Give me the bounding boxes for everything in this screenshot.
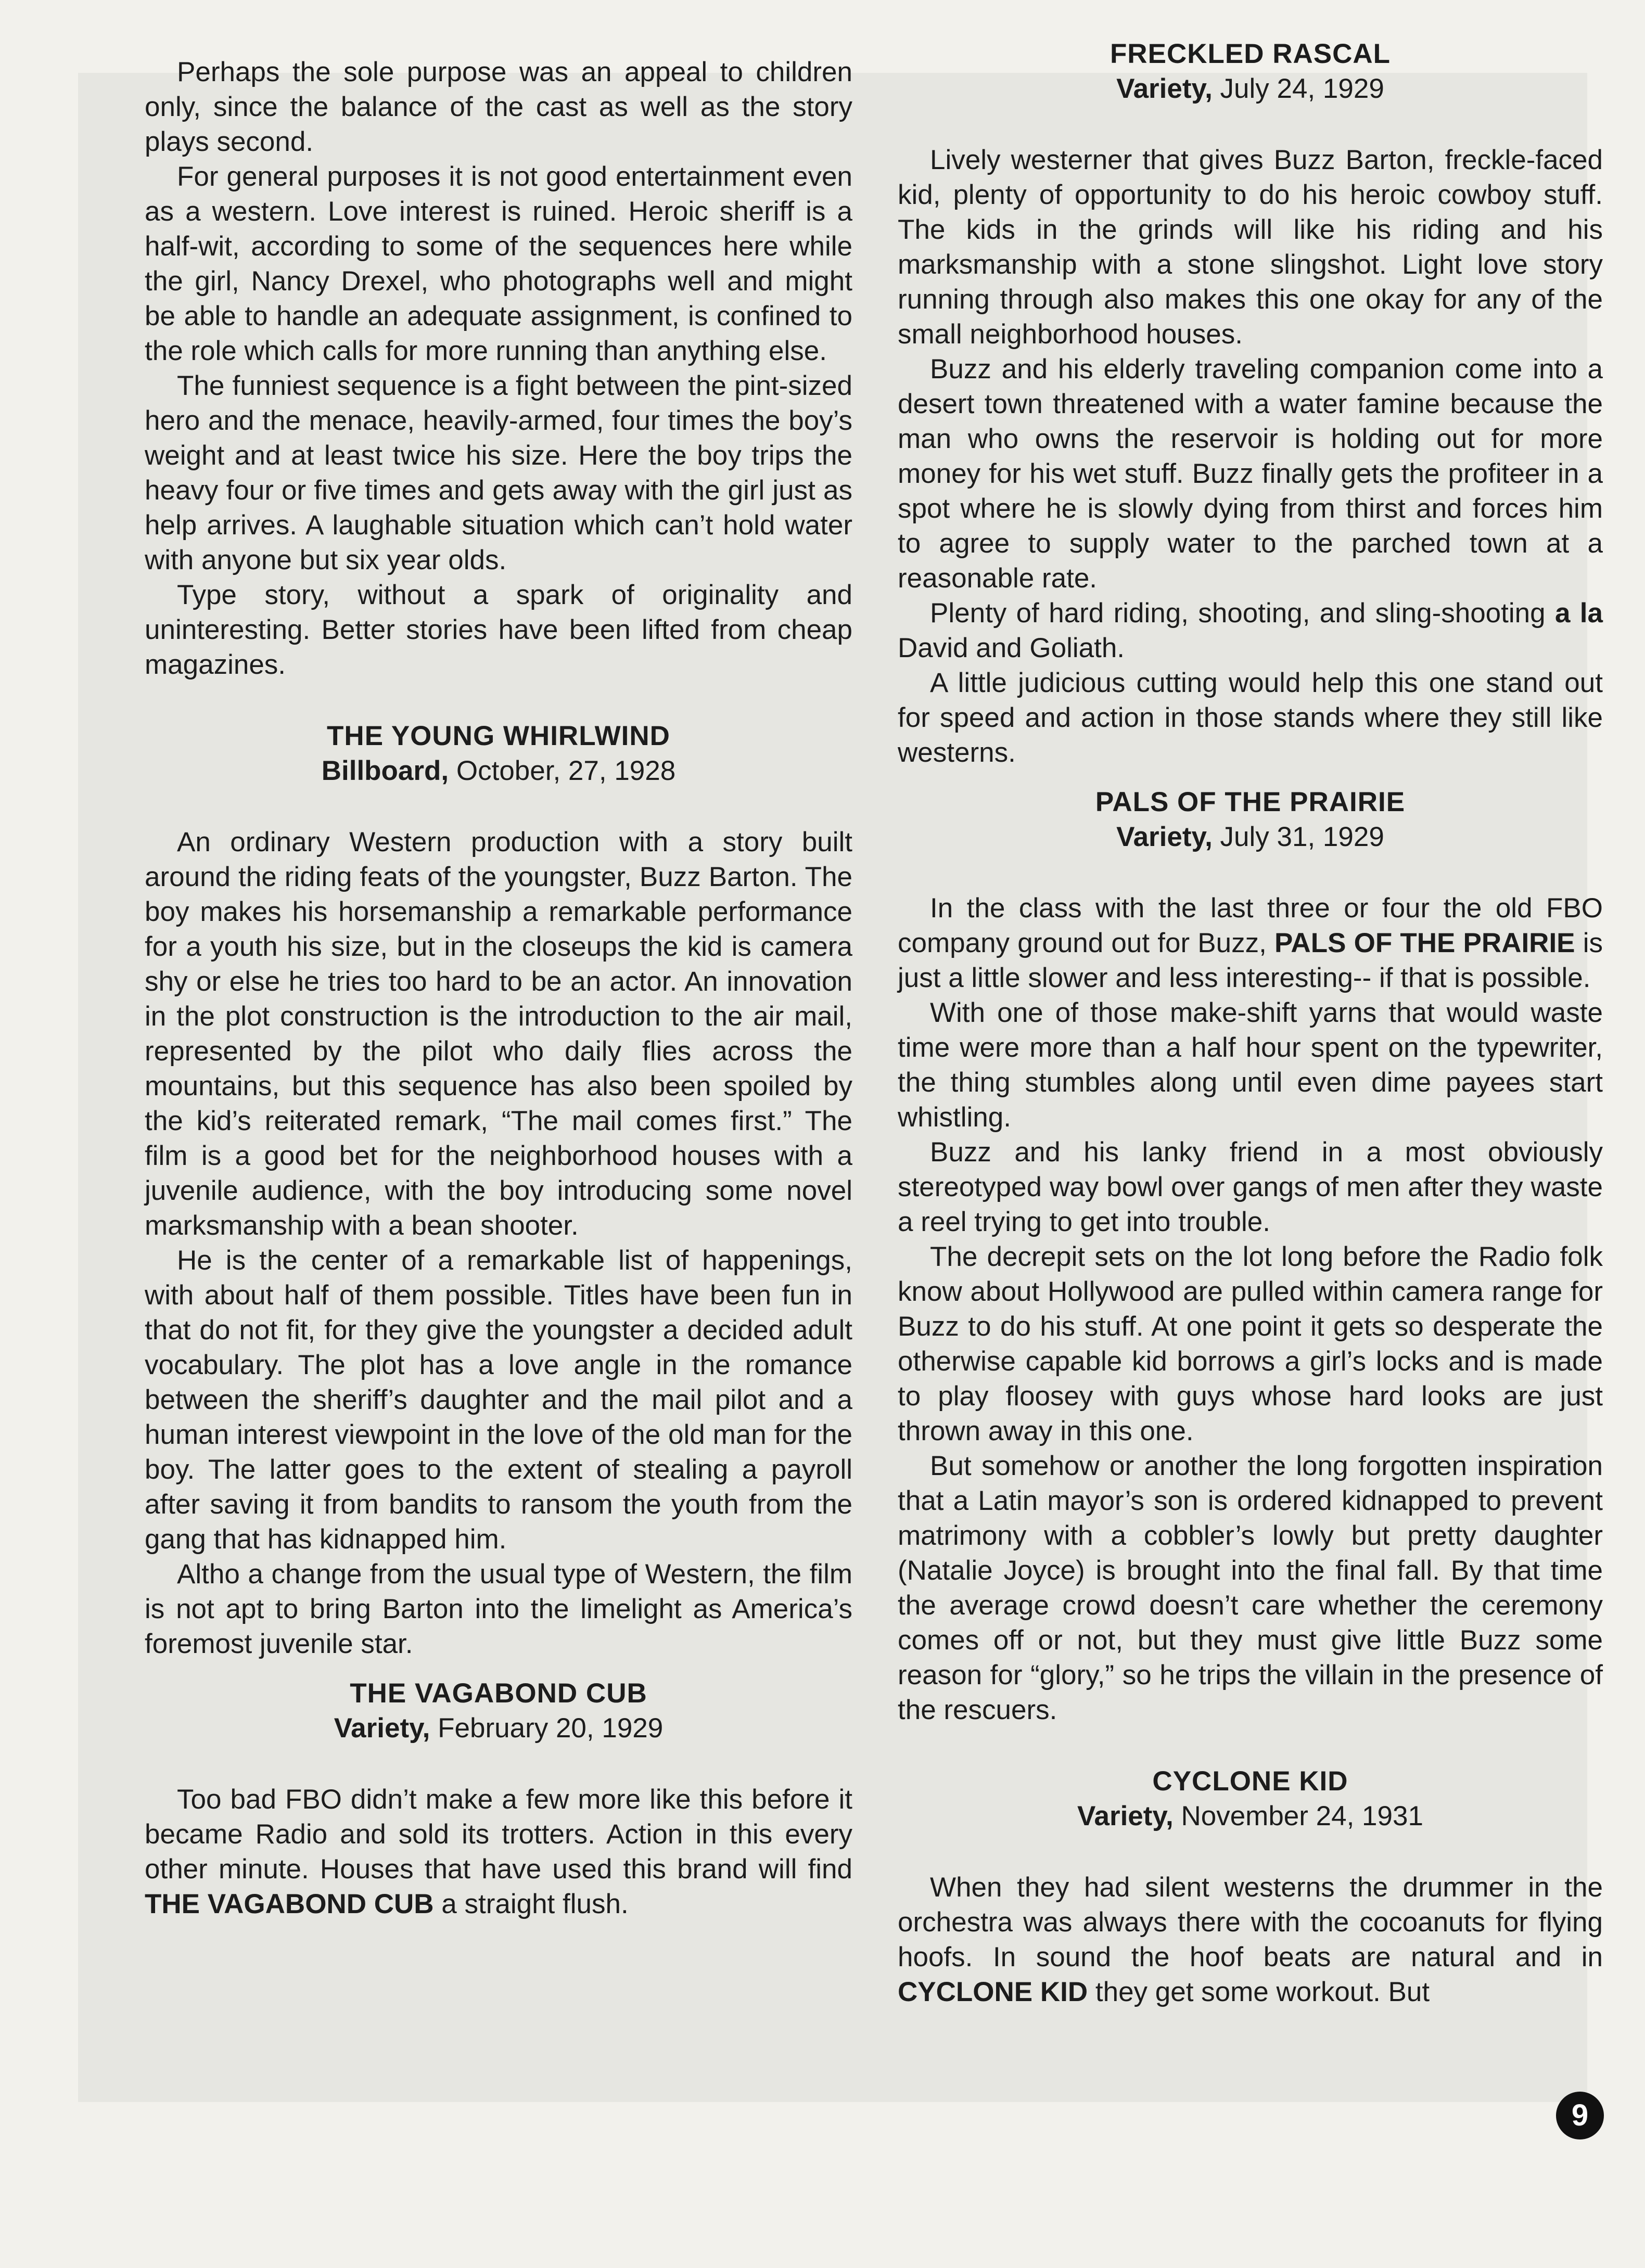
- publication-name: Variety,: [1116, 73, 1213, 104]
- review-heading-freckled-rascal: [898, 36, 1603, 106]
- review-source: [898, 1799, 1603, 1834]
- paragraph: With one of those make-shift yarns that would waste time were more than a half hour spent on the typewriter, the thing stumbles along until even dime payees start whistling.: [898, 997, 1603, 1133]
- review-title: THE YOUNG WHIRLWIND: [327, 721, 670, 751]
- left-column: [145, 55, 852, 1921]
- paragraph: [898, 1870, 1603, 2009]
- paragraph: But somehow or another the long forgotten inspiration that a Latin mayor’s son is ordered kidnapped to prevent matrimony with a cobbler’s lowly but pretty daughter (Natalie Joyce) is brought into the final fall. By that time the average crowd doesn’t care whether the ceremony comes off or not, but they must give little Buzz some reason for “glory,” so he trips the villain in the presence of the rescuers.: [898, 1451, 1603, 1725]
- review-date: July 24, 1929: [1220, 73, 1384, 104]
- review-title: PALS OF THE PRAIRIE: [1095, 787, 1406, 817]
- paragraph: Lively westerner that gives Buzz Barton, freckle-faced kid, plenty of opportunity to do his heroic cowboy stuff. The kids in the grinds will like his riding and his marksmanship with a stone slingshot. Light love story running through also makes this one okay for any of the small neighborhood houses.: [898, 145, 1603, 350]
- paragraph: A little judicious cutting would help this one stand out for speed and action in those stands where they still like westerns.: [898, 668, 1603, 768]
- right-column: [898, 39, 1603, 2009]
- review-date: February 20, 1929: [438, 1713, 664, 1744]
- film-title-inline: PALS OF THE PRAIRIE: [1274, 928, 1575, 958]
- review-heading-cyclone-kid: [898, 1764, 1603, 1834]
- text-run: Plenty of hard riding, shooting, and sling-shooting: [930, 598, 1546, 629]
- publication-name: Variety,: [1077, 1801, 1174, 1831]
- paragraph: [898, 596, 1603, 665]
- publication-name: Billboard,: [321, 755, 449, 786]
- review-source: [898, 819, 1603, 854]
- film-title-inline: THE VAGABOND CUB: [145, 1889, 434, 1919]
- review-heading-vagabond-cub: [145, 1676, 852, 1746]
- review-source: [898, 71, 1603, 106]
- paragraph: An ordinary Western production with a story built around the riding feats of the youngster, Buzz Barton. The boy makes his horsemanship a remarkable performance for a youth his size, but in the closeups the kid is camera shy or else he tries too hard to be an actor. An innovation in the plot construction is the introduction to the air mail, represented by the pilot who daily flies across the mountains, but this sequence has also been spoiled by the kid’s reiterated remark, “The mail comes first.” The film is a good bet for the neighborhood houses with a juvenile audience, with the boy introducing some novel marksmanship with a bean shooter.: [145, 827, 852, 1241]
- paragraph: Buzz and his lanky friend in a most obviously stereotyped way bowl over gangs of men after they waste a reel trying to get into trouble.: [898, 1137, 1603, 1237]
- text-run: David and Goliath.: [898, 633, 1125, 663]
- paragraph: [898, 891, 1603, 995]
- publication-name: Variety,: [334, 1713, 430, 1744]
- review-date: November 24, 1931: [1181, 1801, 1423, 1831]
- text-run: a straight flush.: [441, 1889, 629, 1919]
- page-number-badge: 9: [1556, 2092, 1604, 2139]
- review-heading-pals-of-the-prairie: [898, 785, 1603, 854]
- phrase-inline: a la: [1554, 598, 1603, 629]
- paragraph: Perhaps the sole purpose was an appeal to children only, since the balance of the cast as well as the story plays second.: [145, 57, 852, 157]
- paragraph: He is the center of a remarkable list of happenings, with about half of them possible. Titles have been fun in that do not fit, for they give the youngster a decided adult vocabulary. The plot has a love angle in the romance between the sheriff’s daughter and the mail pilot and a human interest viewpoint in the love of the old man for the boy. The latter goes to the extent of stealing a payroll after saving it from bandits to ransom the youth from the gang that has kidnapped him.: [145, 1245, 852, 1555]
- review-heading-young-whirlwind: [145, 719, 852, 788]
- film-title-inline: CYCLONE KID: [898, 1977, 1088, 2007]
- text-run: When they had silent westerns the drummer in the orchestra was always there with the cocoanuts for flying hoofs. In sound the hoof beats are natural and in: [898, 1872, 1603, 1972]
- paragraph: [145, 1782, 852, 1921]
- paragraph: Altho a change from the usual type of Western, the film is not apt to bring Barton into the limelight as America’s foremost juvenile star.: [145, 1559, 852, 1659]
- publication-name: Variety,: [1116, 822, 1213, 852]
- text-run: In the class with the last three or four the old FBO company ground out for Buzz,: [898, 893, 1603, 958]
- review-source: [145, 753, 852, 788]
- text-run: Too bad FBO didn’t make a few more like this before it became Radio and sold its trotters. Action in this every other minute. Houses that have used this brand will find: [145, 1784, 852, 1885]
- text-run: is just a little slower and less interesting-- if that is possible.: [898, 928, 1603, 993]
- paragraph: Type story, without a spark of originality and uninteresting. Better stories have been lifted from cheap magazines.: [145, 580, 852, 680]
- paragraph: Buzz and his elderly traveling companion come into a desert town threatened with a water famine because the man who owns the reservoir is holding out for more money for his wet stuff. Buzz finally gets the profiteer in a spot where he is slowly dying from thirst and forces him to agree to supply water to the parched town at a reasonable rate.: [898, 354, 1603, 594]
- paragraph: The decrepit sets on the lot long before the Radio folk know about Hollywood are pulled within camera range for Buzz to do his stuff. At one point it gets so desperate the otherwise capable kid borrows a girl’s locks and is made to play floosey with guys whose hard looks are just thrown away in this one.: [898, 1241, 1603, 1446]
- review-source: [145, 1711, 852, 1746]
- review-title: FRECKLED RASCAL: [1110, 39, 1391, 69]
- review-title: THE VAGABOND CUB: [350, 1678, 647, 1709]
- review-date: July 31, 1929: [1220, 822, 1384, 852]
- review-title: CYCLONE KID: [1152, 1766, 1348, 1797]
- paragraph: The funniest sequence is a fight between the pint-sized hero and the menace, heavily-armed, four times the boy’s weight and at least twice his size. Here the boy trips the heavy four or five times and gets away with the girl just as help arrives. A laughable situation which can’t hold water with anyone but six year olds.: [145, 370, 852, 575]
- text-run: they get some workout. But: [1095, 1977, 1430, 2007]
- paragraph: For general purposes it is not good entertainment even as a western. Love interest is ruined. Heroic sheriff is a half-wit, according to some of the sequences here while the girl, Nancy Drexel, who photographs well and might be able to handle an adequate assignment, is confined to the role which calls for more running than anything else.: [145, 161, 852, 366]
- review-date: October, 27, 1928: [456, 755, 676, 786]
